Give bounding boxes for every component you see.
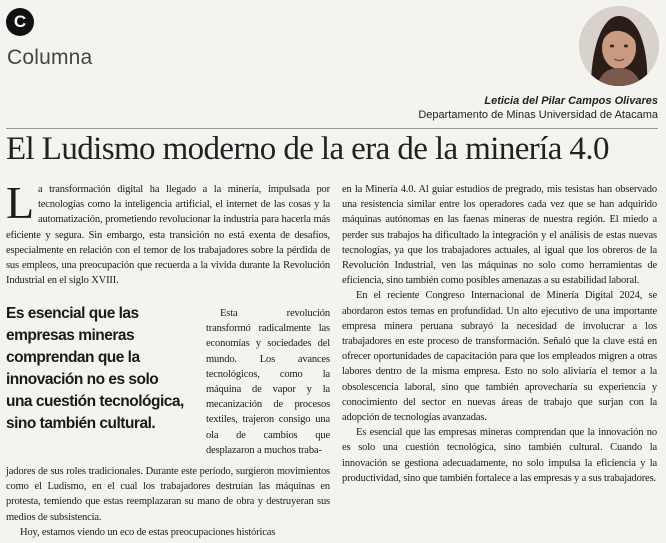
drop-cap: L: [6, 177, 34, 228]
intro-text: a transformación digital ha llegado a la minería, impulsada por tecnologías como la inteligencia artificial, el internet de las cosas y la automatización, prometiendo revolucionar la industria para hacerla más eficiente y segura. Sin embargo, esta transición no está exenta de desafíos, especialmente en relación con el temor de los trabajadores sobre la pérdida de sus empleos, una preocupación que recuerda a la vivida durante la Revolución Industrial en el siglo XVIII.: [6, 184, 330, 287]
section-label: Columna: [7, 46, 93, 69]
right-paragraph-3: Es esencial que las empresas mineras comprendan que la innovación no es solo una cuestión tecnológica, sino también cultural. Cuando la innovación se gestiona adecuadamente, no solo impulsa la eficiencia y la productividad, sino que también fortalece a las empresas y a sus trabajadores.: [342, 427, 657, 484]
author-photo: [579, 6, 659, 86]
publication-logo: C: [6, 8, 34, 36]
author-name: Leticia del Pilar Campos Olivares: [484, 95, 658, 107]
pull-quote: Es esencial que las empresas mineras comprendan que la innovación no es solo una cuestión tecnológica, sino también cultural.: [6, 305, 184, 432]
ludism-paragraph: jadores de sus roles tradicionales. Durante este período, surgieron movimientos como el Ludismo, en el cual los trabajadores destruían las máquinas en protesta, temiendo que estas reemplazaran su mano de obra y destruyeran sus medios de subsistencia.: [6, 466, 330, 523]
narrow-text: Esta revolución transformó radicalmente las economías y sociedades del mundo. Los avances tecnológicos, como la máquina de vapor y la mecanización de procesos textiles, trajeron consigo una ola de cambios que desplazaron a muchos traba-: [206, 308, 330, 456]
author-department: Departamento de Minas Universidad de Atacama: [418, 109, 658, 121]
left-column: [6, 177, 330, 288]
article-headline: El Ludismo moderno de la era de la minería 4.0: [6, 131, 609, 167]
header-divider: [6, 128, 658, 129]
narrow-paragraph: [206, 306, 330, 458]
echo-paragraph: Hoy, estamos viendo un eco de estas preocupaciones históricas: [20, 526, 276, 538]
intro-paragraph: [6, 177, 330, 288]
left-bottom-text: [6, 464, 330, 540]
right-paragraph-2: En el reciente Congreso Internacional de Minería Digital 2024, se abordaron estos temas en profundidad. Un alto ejecutivo de una importante empresa minera peruana subrayó la necesidad de involucrar a los trabajadores en este proceso de transformación. Señaló que la clave está en ofrecer oportunidades de capacitación para que los empleados migren a otras labores dentro de la misma empresa. Esto no solo aliviaría el temor a la obsolescencia laboral, sino que también aprovecharía su experiencia y conocimiento del sector en nuevas áreas de trabajo que surjan con la adopción de tecnologías avanzadas.: [342, 290, 657, 424]
right-column: [342, 182, 657, 486]
right-paragraph-1: en la Minería 4.0. Al guiar estudios de pregrado, mis tesistas han observado una resistencia similar entre los operadores cada vez que se han adquirido máquinas autónomas en las faenas mineras de nuestra región. El miedo a perder sus trabajos ha dificultado la integración y el análisis de estas nuevas tecnologías, ya que los trabajadores actuales, al igual que los obreros de la Revolución Industrial, ven las máquinas no solo como herramientas de eficiencia, sino también como posibles amenazas a su estabilidad laboral.: [342, 184, 657, 287]
author-byline: [418, 95, 658, 121]
